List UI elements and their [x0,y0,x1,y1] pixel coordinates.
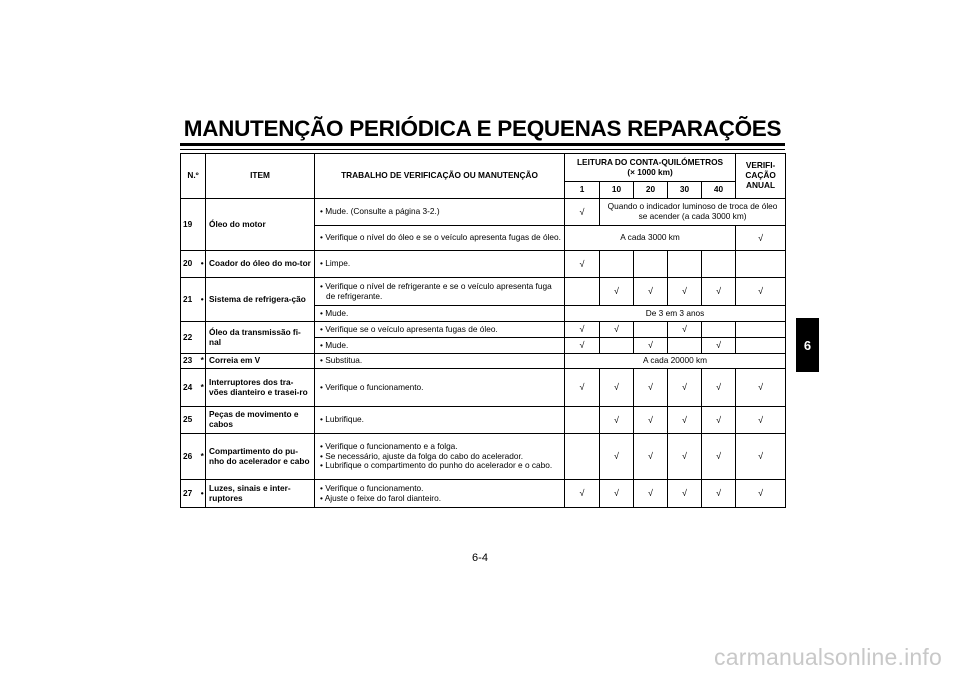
check-mark: √ [565,369,600,407]
work-line: • Verifique se o veículo apresenta fugas de óleo. [320,323,498,334]
work-line: • Lubrifique o compartimento do punho do acelerador e o cabo. [320,460,553,471]
table-row [181,278,786,306]
header-item: ITEM [206,154,315,199]
row-work [315,338,565,354]
check-mark: √ [565,480,600,508]
table-row [181,354,786,369]
work-line: • Substitua. [320,355,363,366]
check-mark: √ [634,278,668,306]
row-marker: • [200,251,206,278]
chapter-tab: 6 [796,318,819,372]
check-mark: √ [702,434,736,480]
row-work [315,251,565,278]
row-number: 20 [181,251,200,278]
page-title: MANUTENÇÃO PERIÓDICA E PEQUENAS REPARAÇÕES [183,116,782,141]
check-mark: √ [668,434,702,480]
table-row [181,407,786,434]
work-line: • Mude. [320,307,349,318]
check-mark: √ [702,480,736,508]
check-mark: √ [600,278,634,306]
check-mark: √ [736,278,786,306]
header-km-40: 40 [702,182,736,199]
row-work [315,226,565,251]
row-work [315,278,565,306]
check-mark: √ [736,226,786,251]
row-item: Correia em V [206,354,315,369]
check-mark: √ [600,480,634,508]
work-line: • Se necessário, ajuste da folga do cabo do acelerador. [320,450,524,461]
header-num: N.º [181,154,206,199]
check-mark: √ [736,480,786,508]
check-mark: √ [702,407,736,434]
interval-note: Quando o indicador luminoso de troca de óleo se acender (a cada 3000 km) [600,199,786,226]
row-number: 24 [181,369,200,407]
row-number: 21 [181,278,200,322]
table-row [181,199,786,226]
header-annual-line2: CAÇÃO [745,170,776,181]
work-line: • Verifique o funcionamento. [320,381,424,392]
row-item: Sistema de refrigera-ção [206,278,315,322]
check-mark: √ [565,338,600,354]
row-marker: * [200,369,206,407]
header-km-10: 10 [600,182,634,199]
row-work [315,434,565,480]
check-mark: √ [668,480,702,508]
check-mark: √ [702,278,736,306]
row-marker: • [200,480,206,508]
table-row [181,322,786,338]
check-mark: √ [600,322,634,338]
interval-note: A cada 3000 km [565,226,736,251]
work-line: • Mude. (Consulte a página 3-2.) [320,206,440,217]
table-row [181,480,786,508]
row-work [315,354,565,369]
row-number: 19 [181,199,200,251]
check-mark: √ [565,251,600,278]
row-marker: * [200,434,206,480]
header-work: TRABALHO DE VERIFICAÇÃO OU MANUTENÇÃO [315,154,565,199]
check-mark: √ [565,322,600,338]
interval-note: De 3 em 3 anos [565,306,786,322]
work-line: • Lubrifique. [320,414,364,425]
row-work [315,322,565,338]
work-line: • Verifique o funcionamento e a folga. [320,440,458,451]
check-mark: √ [702,338,736,354]
table-row [181,369,786,407]
page-number: 6-4 [472,552,488,564]
title-rule-thick [180,143,785,146]
header-odometer [565,154,736,182]
check-mark: √ [634,338,668,354]
row-item: Óleo da transmissão fi-nal [206,322,315,354]
check-mark: √ [736,434,786,480]
row-item: Compartimento do pu-nho do acelerador e cabo [206,434,315,480]
work-line: • Verifique o funcionamento. [320,482,424,493]
header-annual-line1: VERIFI- [745,160,776,171]
check-mark: √ [702,369,736,407]
table-row [181,251,786,278]
row-marker: * [200,354,206,369]
check-mark: √ [736,369,786,407]
check-mark: √ [634,434,668,480]
check-mark: √ [668,407,702,434]
row-work [315,480,565,508]
row-number: 26 [181,434,200,480]
row-item: Óleo do motor [206,199,315,251]
check-mark: √ [600,434,634,480]
row-item: Peças de movimento e cabos [206,407,315,434]
check-mark: √ [600,369,634,407]
work-line: • Verifique o nível do óleo e se o veículo apresenta fugas de óleo. [320,232,561,243]
row-marker: • [200,278,206,322]
title-rule-thin [180,149,785,150]
row-number: 22 [181,322,200,354]
check-mark: √ [668,322,702,338]
row-work [315,369,565,407]
check-mark: √ [634,480,668,508]
check-mark: √ [668,369,702,407]
header-km-30: 30 [668,182,702,199]
check-mark: √ [668,278,702,306]
work-line: • Verifique o nível de refrigerante e se o veículo apresenta fuga de refrigerante. [320,280,552,301]
header-km-20: 20 [634,182,668,199]
work-line: • Mude. [320,339,349,350]
table-row [181,434,786,480]
check-mark: √ [634,407,668,434]
row-item: Interruptores dos tra-vões dianteiro e trasei-ro [206,369,315,407]
work-line: • Ajuste o feixe do farol dianteiro. [320,492,441,503]
header-odometer-label: LEITURA DO CONTA-QUILÓMETROS [576,156,724,167]
row-item: Coador do óleo do mo-tor [206,251,315,278]
header-annual-line3: ANUAL [746,179,776,190]
check-mark: √ [634,369,668,407]
row-work [315,306,565,322]
check-mark: √ [600,407,634,434]
header-km-1: 1 [565,182,600,199]
row-work [315,407,565,434]
watermark: carmanualsonline.info [714,644,942,670]
row-item: Luzes, sinais e inter-ruptores [206,480,315,508]
maintenance-table [180,153,786,508]
check-mark: √ [565,199,600,226]
row-number: 25 [181,407,200,434]
row-work [315,199,565,226]
header-annual [736,154,786,199]
check-mark: √ [736,407,786,434]
row-number: 23 [181,354,200,369]
interval-note: A cada 20000 km [565,354,786,369]
row-number: 27 [181,480,200,508]
work-line: • Limpe. [320,258,351,269]
header-odometer-unit: (× 1000 km) [627,166,673,177]
